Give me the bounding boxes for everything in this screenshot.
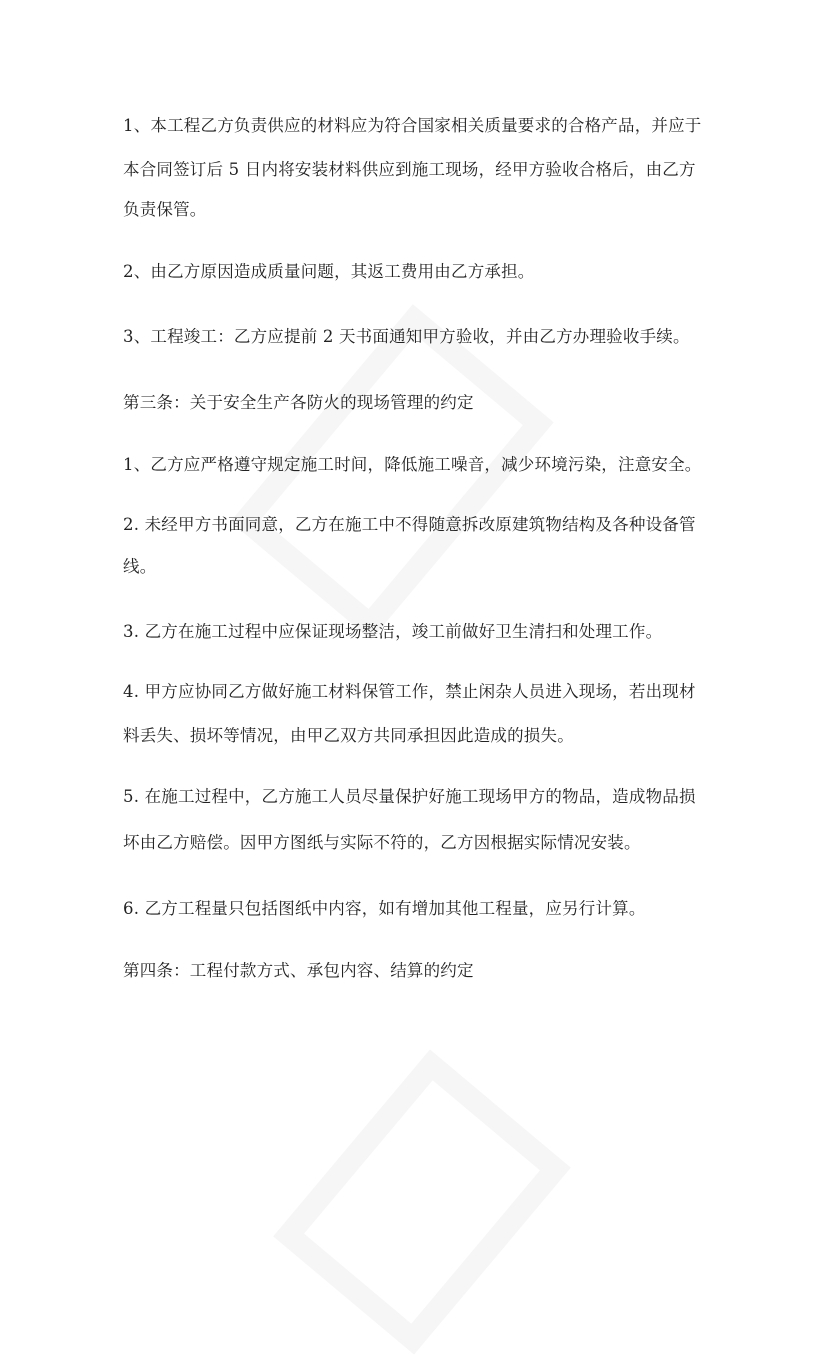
watermark xyxy=(273,1049,571,1354)
text-line: 本合同签订后 5 日内将安装材料供应到施工现场，经甲方验收合格后，由乙方 xyxy=(123,160,696,179)
text-line: 线。 xyxy=(123,557,157,576)
text-line: 3、工程竣工：乙方应提前 2 天书面通知甲方验收，并由乙方办理验收手续。 xyxy=(123,327,690,346)
text-line: 2. 未经甲方书面同意，乙方在施工中不得随意拆改原建筑物结构及各种设备管 xyxy=(123,515,696,534)
text-line: 1、乙方应严格遵守规定施工时间，降低施工噪音，减少环境污染，注意安全。 xyxy=(123,455,702,474)
text-line: 1、本工程乙方负责供应的材料应为符合国家相关质量要求的合格产品，并应于 xyxy=(123,116,702,135)
text-line: 4. 甲方应协同乙方做好施工材料保管工作，禁止闲杂人员进入现场，若出现材 xyxy=(123,682,696,701)
text-line: 负责保管。 xyxy=(123,200,207,219)
text-line: 料丢失、损坏等情况，由甲乙双方共同承担因此造成的损失。 xyxy=(123,726,574,745)
section-heading: 第四条：工程付款方式、承包内容、结算的约定 xyxy=(123,961,474,980)
text-line: 6. 乙方工程量只包括图纸中内容，如有增加其他工程量，应另行计算。 xyxy=(123,899,646,918)
text-line: 2、由乙方原因造成质量问题，其返工费用由乙方承担。 xyxy=(123,262,535,281)
text-line: 5. 在施工过程中，乙方施工人员尽量保护好施工现场甲方的物品，造成物品损 xyxy=(123,787,696,806)
text-line: 坏由乙方赔偿。因甲方图纸与实际不符的，乙方因根据实际情况安装。 xyxy=(123,833,641,852)
text-line: 3. 乙方在施工过程中应保证现场整洁，竣工前做好卫生清扫和处理工作。 xyxy=(123,622,663,641)
section-heading: 第三条：关于安全生产各防火的现场管理的约定 xyxy=(123,393,474,412)
